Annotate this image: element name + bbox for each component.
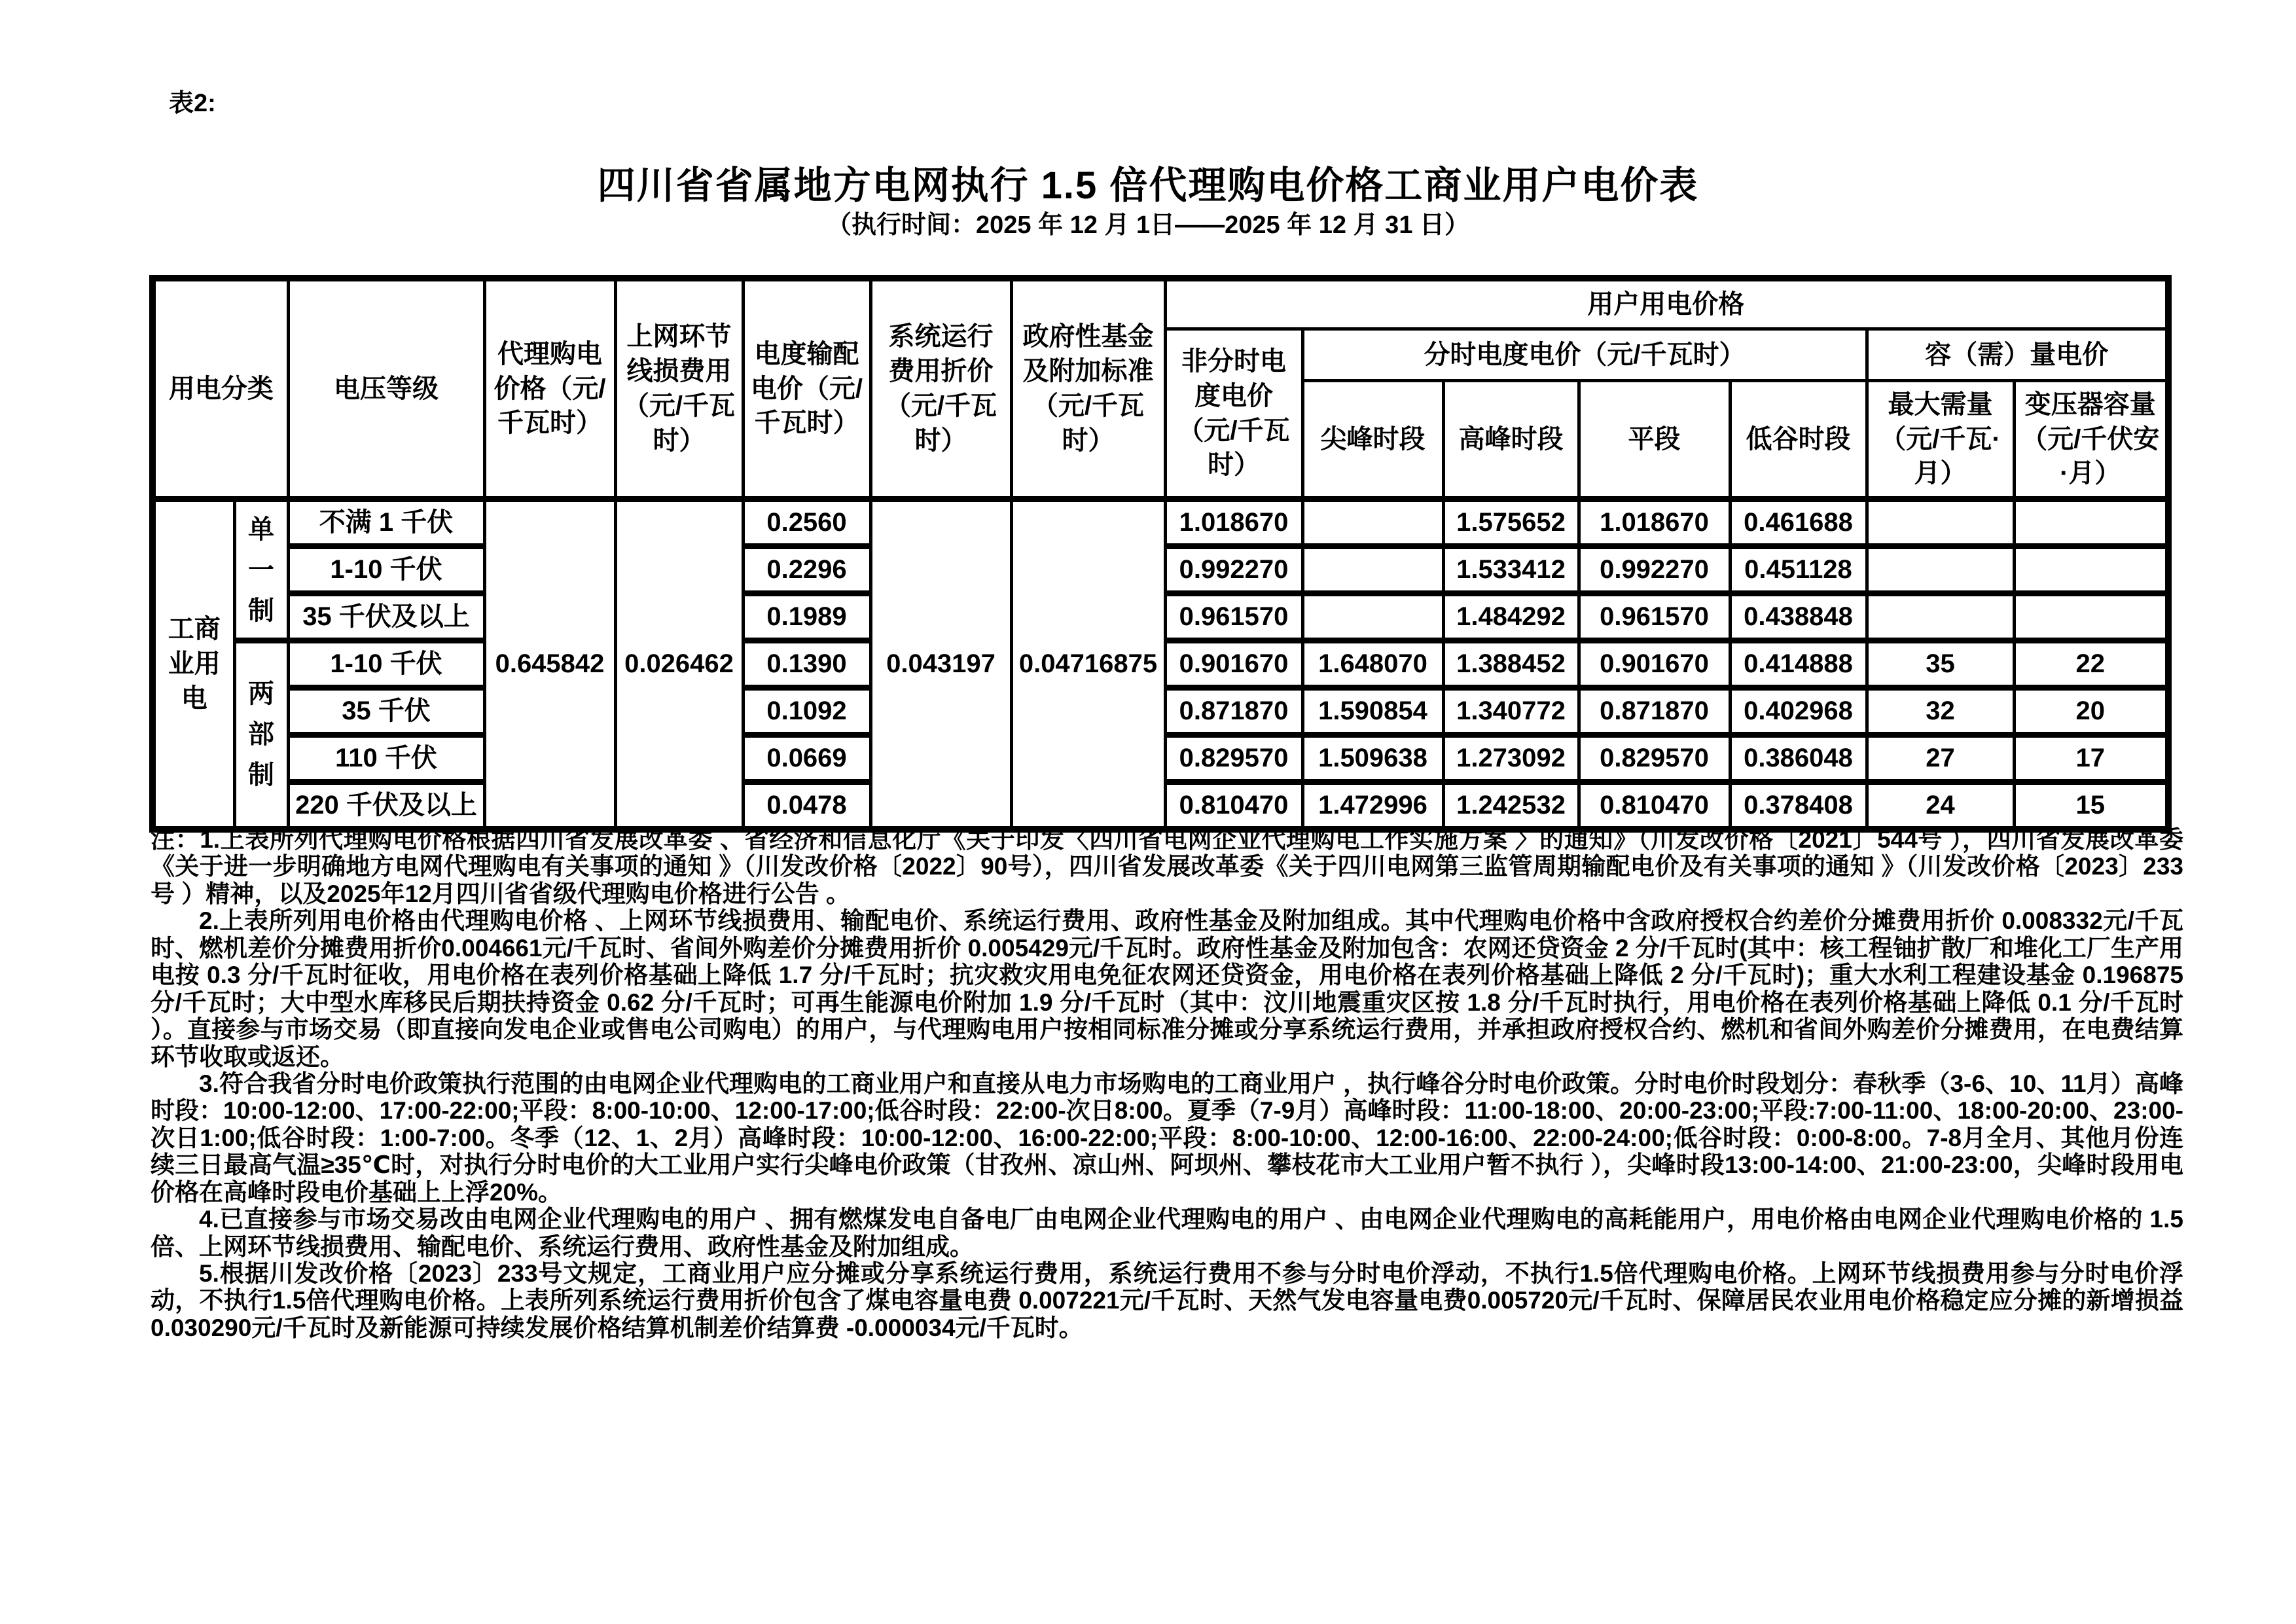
header-capacity-price: 容（需）量电价: [1867, 329, 2168, 381]
header-user-price: 用户用电价格: [1165, 278, 2168, 329]
flat-cell: 1.018670: [1579, 499, 1730, 547]
header-flat: 平段: [1579, 381, 1730, 499]
flat-cell: 0.810470: [1579, 782, 1730, 829]
header-max-demand: 最大需量（元/千瓦·月）: [1867, 381, 2014, 499]
note-paragraph-1: 注：1.上表所列代理购电价格根据四川省发展改革委 、省经济和信息化厅《关于印发〈四川省电网企业代理购电工作实施方案 〉的通知》（川发改价格〔2021〕544号 ），四川省发展改革委《关于进一步明确地方电网代理购电有关事项的通知 》（川发改价格〔2022〕90号），四川省发展改革委《关于四川电网第三监管周期输配电价及有关事项的通知 》（川发改价格〔2023〕233号 ）精神，以及2025年12月四川省省级代理购电价格进行公告 。: [151, 826, 2183, 907]
nontou-price-cell: 0.992270: [1165, 547, 1302, 594]
notes-section: [151, 826, 2183, 1341]
system-cell: [234, 499, 288, 641]
note-paragraph-5: 5.根据川发改价格〔2023〕233号文规定，工商业用户应分摊或分享系统运行费用，系统运行费用不参与分时电价浮动，不执行1.5倍代理购电价格。上网环节线损费用参与分时电价浮动，不执行1.5倍代理购电价格。上表所列系统运行费用折价包含了煤电容量电费 0.007221元/千瓦时、天然气发电容量电费0.005720元/千瓦时、保障居民农业用电价格稳定应分摊的新增损益 0.030290元/千瓦时及新能源可持续发展价格结算机制差价结算费 -0.000034元/千瓦时。: [151, 1260, 2183, 1341]
transmission-price-cell: 0.1390: [743, 641, 870, 688]
peak-cell: 1.242532: [1443, 782, 1579, 829]
valley-cell: 0.378408: [1730, 782, 1867, 829]
sharp-peak-cell: 1.648070: [1302, 641, 1443, 688]
valley-cell: 0.461688: [1730, 499, 1867, 547]
voltage-cell: 不满 1 千伏: [288, 499, 484, 547]
system-label: 单一制: [248, 514, 274, 625]
flat-cell: 0.901670: [1579, 641, 1730, 688]
transformer-capacity-cell: 20: [2014, 688, 2168, 735]
voltage-cell: 35 千伏及以上: [288, 594, 484, 641]
system-cell: [234, 641, 288, 829]
peak-cell: 1.273092: [1443, 735, 1579, 782]
page-title: 四川省省属地方电网执行 1.5 倍代理购电价格工商业用户电价表: [597, 164, 1699, 207]
grid-loss-cell: 0.026462: [615, 499, 743, 829]
agency-price-cell: 0.645842: [484, 499, 615, 829]
voltage-cell: 110 千伏: [288, 735, 484, 782]
page-subtitle: （执行时间：2025 年 12 月 1日——2025 年 12 月 31 日）: [826, 211, 1470, 239]
flat-cell: 0.829570: [1579, 735, 1730, 782]
header-valley: 低谷时段: [1730, 381, 1867, 499]
peak-cell: 1.533412: [1443, 547, 1579, 594]
header-gov-fund: 政府性基金及附加标准（元/千瓦时）: [1011, 278, 1165, 499]
table-row: [152, 499, 2168, 547]
transformer-capacity-cell: 17: [2014, 735, 2168, 782]
valley-cell: 0.414888: [1730, 641, 1867, 688]
nontou-price-cell: 0.961570: [1165, 594, 1302, 641]
header-usage-class: 用电分类: [152, 278, 288, 499]
sharp-peak-cell: 1.590854: [1302, 688, 1443, 735]
peak-cell: 1.575652: [1443, 499, 1579, 547]
table-label: 表2:: [169, 90, 216, 117]
valley-cell: 0.451128: [1730, 547, 1867, 594]
system-fee-cell: 0.043197: [870, 499, 1011, 829]
header-tou-price: 分时电度电价（元/千瓦时）: [1302, 329, 1867, 381]
nontou-price-cell: 0.901670: [1165, 641, 1302, 688]
max-demand-cell: [1867, 499, 2014, 547]
header-transformer-capacity: 变压器容量（元/千伏安·月）: [2014, 381, 2168, 499]
peak-cell: 1.340772: [1443, 688, 1579, 735]
sharp-peak-cell: 1.472996: [1302, 782, 1443, 829]
voltage-cell: 1-10 千伏: [288, 641, 484, 688]
max-demand-cell: [1867, 594, 2014, 641]
flat-cell: 0.871870: [1579, 688, 1730, 735]
header-system-fee: 系统运行费用折价（元/千瓦时）: [870, 278, 1011, 499]
table-body: [152, 499, 2168, 829]
transmission-price-cell: 0.2560: [743, 499, 870, 547]
header-sharp-peak: 尖峰时段: [1302, 381, 1443, 499]
transmission-price-cell: 0.1989: [743, 594, 870, 641]
transformer-capacity-cell: [2014, 594, 2168, 641]
table-header: [152, 278, 2168, 499]
header-nontou-price: 非分时电度电价（元/千瓦时）: [1165, 329, 1302, 499]
max-demand-cell: 35: [1867, 641, 2014, 688]
flat-cell: 0.992270: [1579, 547, 1730, 594]
header-transmission-price: 电度输配电价（元/千瓦时）: [743, 278, 870, 499]
valley-cell: 0.402968: [1730, 688, 1867, 735]
voltage-cell: 1-10 千伏: [288, 547, 484, 594]
gov-fund-cell: 0.04716875: [1011, 499, 1165, 829]
nontou-price-cell: 1.018670: [1165, 499, 1302, 547]
transmission-price-cell: 0.2296: [743, 547, 870, 594]
nontou-price-cell: 0.810470: [1165, 782, 1302, 829]
peak-cell: 1.484292: [1443, 594, 1579, 641]
voltage-cell: 35 千伏: [288, 688, 484, 735]
note-paragraph-3: 3.符合我省分时电价政策执行范围的由电网企业代理购电的工商业用户和直接从电力市场购电的工商业用户 ，执行峰谷分时电价政策。分时电价时段划分：春秋季（3-6、10、11月）高峰时段：10:00-12:00、17:00-22:00;平段：8:00-10:00、12:00-17:00;低谷时段：22:00-次日8:00。夏季（7-9月）高峰时段：11:00-18:00、20:00-23:00;平段:7:00-11:00、18:00-20:00、23:00-次日1:00;低谷时段：1:00-7:00。冬季（12、1、2月）高峰时段：10:00-12:00、16:00-22:00;平段：8:00-10:00、12:00-16:00、22:00-24:00;低谷时段：0:00-8:00。7-8月全月、其他月份连续三日最高气温≥35℃时，对执行分时电价的大工业用户实行尖峰电价政策（甘孜州、凉山州、阿坝州、攀枝花市大工业用户暂不执行 ），尖峰时段13:00-14:00、21:00-23:00，尖峰时段用电价格在高峰时段电价基础上上浮20%。: [151, 1070, 2183, 1206]
usage-class-cell: 工商业用电: [152, 499, 234, 829]
nontou-price-cell: 0.829570: [1165, 735, 1302, 782]
transmission-price-cell: 0.0669: [743, 735, 870, 782]
max-demand-cell: 32: [1867, 688, 2014, 735]
valley-cell: 0.438848: [1730, 594, 1867, 641]
transformer-capacity-cell: 15: [2014, 782, 2168, 829]
peak-cell: 1.388452: [1443, 641, 1579, 688]
valley-cell: 0.386048: [1730, 735, 1867, 782]
transformer-capacity-cell: [2014, 547, 2168, 594]
sharp-peak-cell: [1302, 499, 1443, 547]
nontou-price-cell: 0.871870: [1165, 688, 1302, 735]
header-grid-loss: 上网环节线损费用（元/千瓦时）: [615, 278, 743, 499]
voltage-cell: 220 千伏及以上: [288, 782, 484, 829]
note-paragraph-4: 4.已直接参与市场交易改由电网企业代理购电的用户 、拥有燃煤发电自备电厂由电网企业代理购电的用户 、由电网企业代理购电的高耗能用户，用电价格由电网企业代理购电价格的 1.5倍、上网环节线损费用、输配电价、系统运行费用、政府性基金及附加组成。: [151, 1206, 2183, 1260]
price-table: [149, 275, 2172, 833]
transformer-capacity-cell: [2014, 499, 2168, 547]
transformer-capacity-cell: 22: [2014, 641, 2168, 688]
sharp-peak-cell: 1.509638: [1302, 735, 1443, 782]
max-demand-cell: 27: [1867, 735, 2014, 782]
flat-cell: 0.961570: [1579, 594, 1730, 641]
header-agency-price: 代理购电价格（元/千瓦时）: [484, 278, 615, 499]
transmission-price-cell: 0.0478: [743, 782, 870, 829]
sharp-peak-cell: [1302, 594, 1443, 641]
header-voltage-level: 电压等级: [288, 278, 484, 499]
sharp-peak-cell: [1302, 547, 1443, 594]
max-demand-cell: 24: [1867, 782, 2014, 829]
note-paragraph-2: 2.上表所列用电价格由代理购电价格 、上网环节线损费用、输配电价、系统运行费用、政府性基金及附加组成。其中代理购电价格中含政府授权合约差价分摊费用折价 0.008332元/千瓦时、燃机差价分摊费用折价0.004661元/千瓦时、省间外购差价分摊费用折价 0.005429元/千瓦时。政府性基金及附加包含：农网还贷资金 2 分/千瓦时(其中：核工程铀扩散厂和堆化工厂生产用电按 0.3 分/千瓦时征收，用电价格在表列价格基础上降低 1.7 分/千瓦时；抗灾救灾用电免征农网还贷资金，用电价格在表列价格基础上降低 2 分/千瓦时)；重大水利工程建设基金 0.196875 分/千瓦时；大中型水库移民后期扶持资金 0.62 分/千瓦时；可再生能源电价附加 1.9 分/千瓦时（其中：汶川地震重灾区按 1.8 分/千瓦时执行，用电价格在表列价格基础上降低 0.1 分/千瓦时 ）。直接参与市场交易（即直接向发电企业或售电公司购电）的用户，与代理购电用户按相同标准分摊或分享系统运行费用，并承担政府授权合约、燃机和省间外购差价分摊费用，在电费结算环节收取或返还。: [151, 907, 2183, 1070]
transmission-price-cell: 0.1092: [743, 688, 870, 735]
header-peak: 高峰时段: [1443, 381, 1579, 499]
max-demand-cell: [1867, 547, 2014, 594]
system-label: 两部制: [248, 679, 274, 790]
